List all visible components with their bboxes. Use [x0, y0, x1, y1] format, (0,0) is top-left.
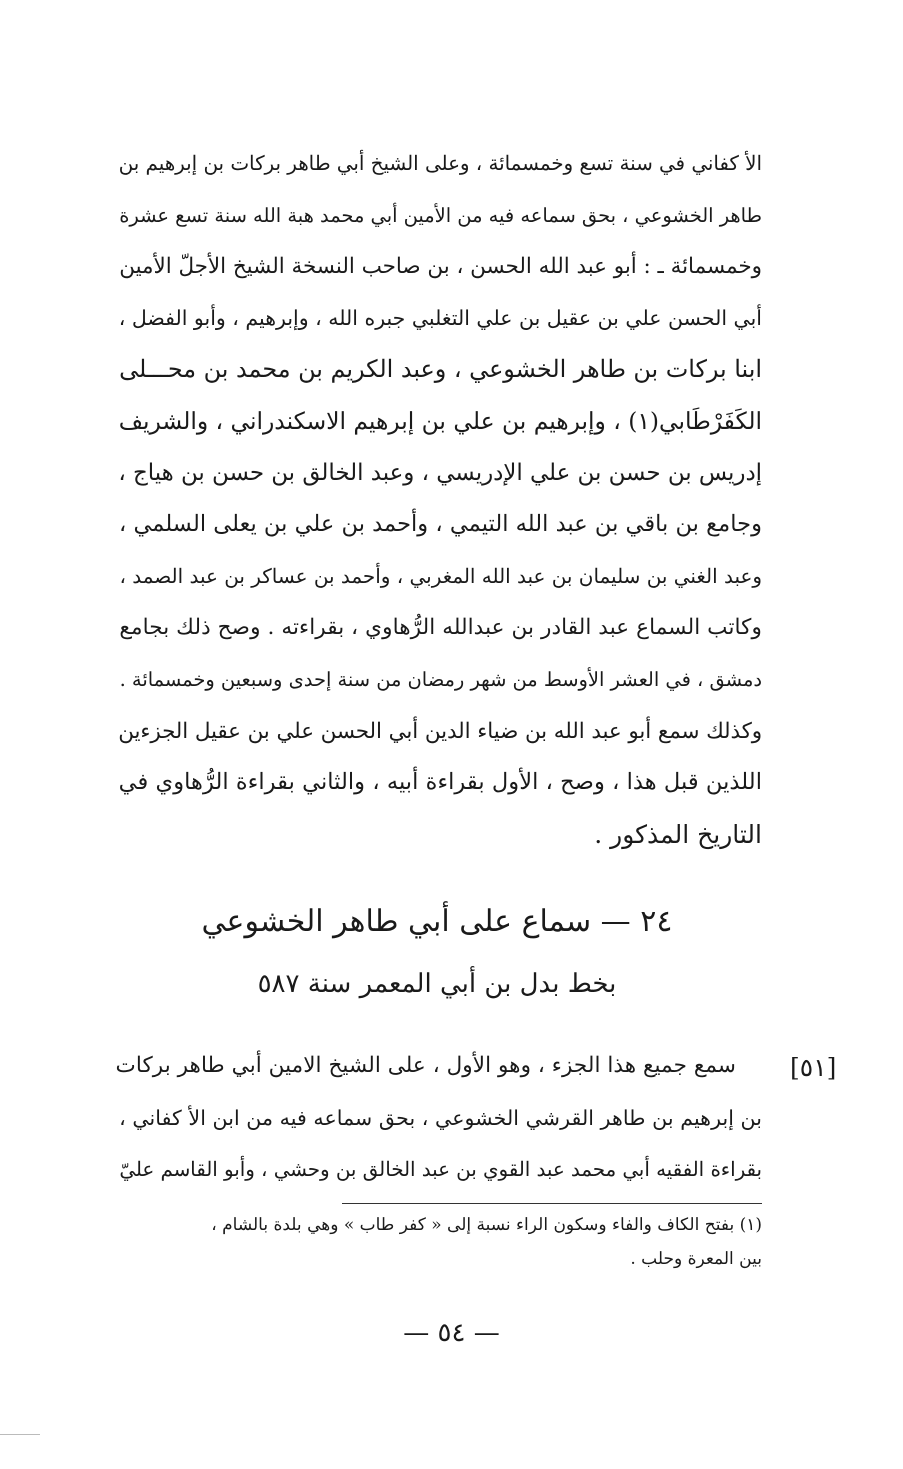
section-text: [112, 1040, 762, 1196]
body-line: وجامع بن باقي بن عبد الله التيمي ، وأحمد بن علي بن يعلى السلمي ،: [119, 511, 762, 538]
footnotes: [112, 1208, 762, 1276]
body-line: وعبد الغني بن سليمان بن عبد الله المغربي ، وأحمد بن عساكر بن عبد الصمد ،: [119, 563, 762, 588]
section-line: سمع جميع هذا الجزء ، وهو الأول ، على الشيخ الامين أبي طاهر بركات: [115, 1053, 736, 1078]
body-line: وخمسمائة ـ : أبو عبد الله الحسن ، بن صاحب النسخة الشيخ الأجلّ الأمين: [119, 254, 762, 280]
scan-edge-mark: [0, 1434, 40, 1435]
body-line: أبي الحسن علي بن عقيل بن علي التغلبي جبره الله ، وإبرهيم ، وأبو الفضل ،: [118, 305, 762, 330]
section-line: بن إبرهيم بن طاهر القرشي الخشوعي ، بحق سماعه فيه من ابن الأ كفاني ،: [119, 1106, 762, 1130]
body-line: وكاتب السماع عبد القادر بن عبدالله الرُّهاوي ، بقراءته . وصح ذلك بجامع: [119, 615, 762, 641]
body-line: وكذلك سمع أبو عبد الله بن ضياء الدين أبي الحسن علي بن عقيل الجزءين: [118, 718, 762, 744]
body-line: طاهر الخشوعي ، بحق سماعه فيه من الأمين أبي محمد هبة الله سنة تسع عشرة: [119, 203, 762, 227]
body-line: التاريخ المذكور .: [594, 819, 762, 849]
body-line: إدريس بن حسن بن علي الإدريسي ، وعبد الخالق بن حسن بن هياج ،: [118, 459, 762, 486]
body-line: دمشق ، في العشر الأوسط من شهر رمضان من سنة إحدى وسبعين وخمسمائة .: [119, 667, 762, 691]
section-subheading: بخط بدل بن أبي المعمر سنة ٥٨٧: [257, 969, 617, 999]
margin-reference-number: [٥١]: [790, 1053, 837, 1082]
body-line: الكَفَرْطَابي(١) ، وإبرهيم بن علي بن إبرهيم الاسكندراني ، والشريف: [118, 406, 762, 435]
footnote-line: بين المعرة وحلب .: [630, 1249, 762, 1269]
footnote-line: (١) بفتح الكاف والفاء وسكون الراء نسبة إلى « كفر طاب » وهي بلدة بالشام ،: [211, 1215, 762, 1235]
section-line: بقراءة الفقيه أبي محمد عبد القوي بن عبد الخالق بن وحشي ، وأبو القاسم عليّ: [119, 1158, 762, 1181]
body-line: الأ كفاني في سنة تسع وخمسمائة ، وعلى الشيخ أبي طاهر بركات بن إبرهيم بن: [118, 152, 762, 175]
body-text: [112, 138, 762, 860]
body-line: ابنا بركات بن طاهر الخشوعي ، وعبد الكريم بن محمد بن محـــلى: [119, 355, 762, 384]
page-number: — ٥٤ —: [403, 1318, 500, 1348]
section-heading: ٢٤ — سماع على أبي طاهر الخشوعي: [201, 904, 673, 939]
body-line: اللذين قبل هذا ، وصح ، الأول بقراءة أبيه ، والثاني بقراءة الرُّهاوي في: [118, 769, 762, 796]
footnote-divider: [342, 1203, 762, 1204]
